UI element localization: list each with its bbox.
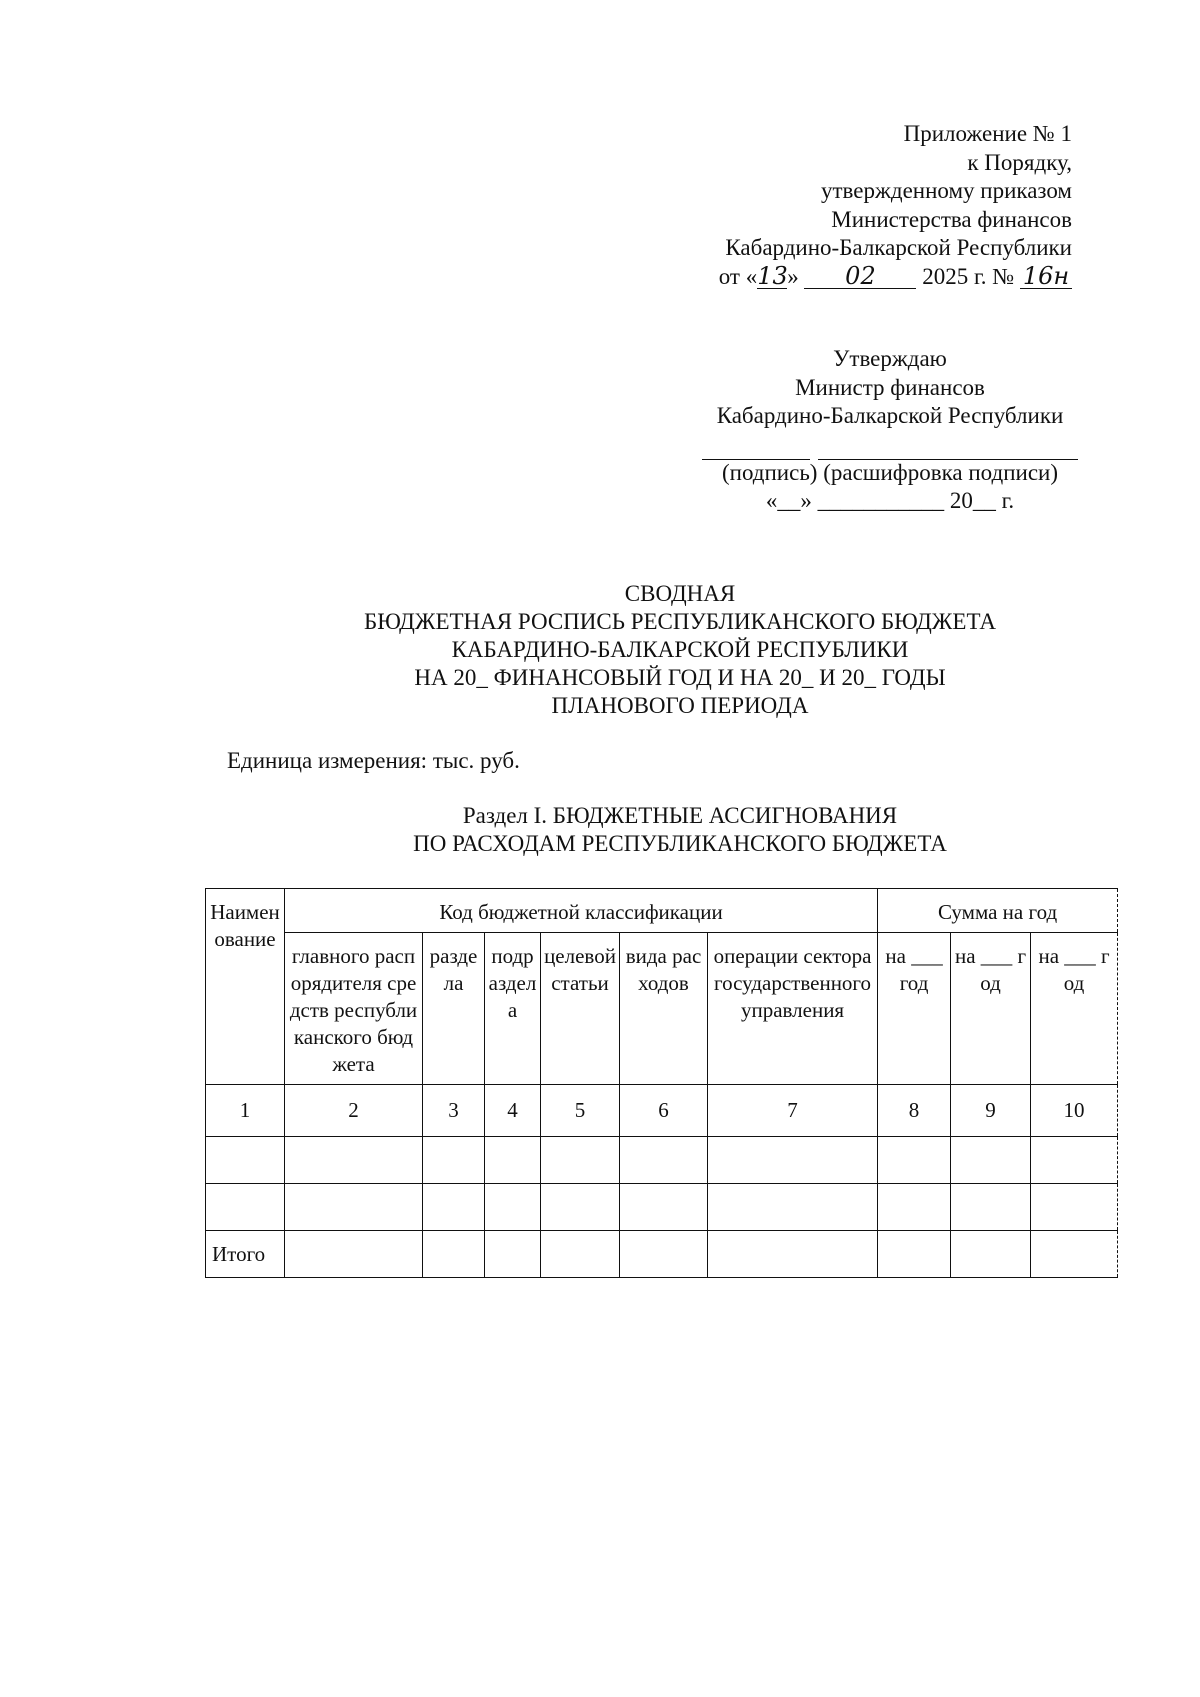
table-cell — [423, 1137, 485, 1184]
table-cell — [951, 1184, 1031, 1231]
table-cell — [708, 1137, 878, 1184]
date-prefix: от « — [718, 263, 758, 289]
column-number: 10 — [1031, 1085, 1118, 1137]
table-cell — [620, 1184, 708, 1231]
table-cell — [878, 1184, 951, 1231]
table-cell — [1031, 1184, 1118, 1231]
subheader-cell: главного распорядителя средств республиканского бюджета — [285, 933, 423, 1085]
subheader-cell: операции сектора государственного управления — [708, 933, 878, 1085]
table-header-row — [206, 889, 1118, 933]
approval-heading: Утверждаю — [833, 346, 947, 371]
total-label: Итого — [206, 1231, 285, 1278]
section-heading — [300, 802, 1060, 858]
approval-position: Министр финансов — [795, 374, 985, 400]
table-cell — [620, 1231, 708, 1278]
date-mid: » — [787, 263, 799, 289]
table-cell — [285, 1231, 423, 1278]
table-cell — [541, 1231, 620, 1278]
column-number: 7 — [708, 1085, 878, 1137]
header-code: Код бюджетной классификации — [285, 889, 878, 933]
budget-table — [205, 888, 1118, 1278]
document-title — [300, 580, 1060, 720]
table-cell — [951, 1137, 1031, 1184]
title-line: НА 20_ ФИНАНСОВЫЙ ГОД И НА 20_ И 20_ ГОДЫ — [414, 665, 946, 690]
table-cell — [620, 1137, 708, 1184]
table-cell — [423, 1231, 485, 1278]
table-cell — [206, 1137, 285, 1184]
column-number: 4 — [485, 1085, 541, 1137]
subheader-cell: раздела — [423, 933, 485, 1085]
table-row — [206, 1137, 1118, 1184]
table-cell — [1031, 1137, 1118, 1184]
table-cell — [878, 1231, 951, 1278]
table-subheader-row — [206, 933, 1118, 1085]
column-number: 5 — [541, 1085, 620, 1137]
table-cell — [285, 1137, 423, 1184]
order-number: 16н — [1020, 264, 1072, 289]
title-line: БЮДЖЕТНАЯ РОСПИСЬ РЕСПУБЛИКАНСКОГО БЮДЖЕТА — [364, 609, 996, 634]
table-cell — [541, 1184, 620, 1231]
table-cell — [285, 1184, 423, 1231]
subheader-cell: целевой статьи — [541, 933, 620, 1085]
title-line: ПЛАНОВОГО ПЕРИОДА — [551, 693, 809, 718]
table-cell — [1031, 1231, 1118, 1278]
table-cell — [485, 1231, 541, 1278]
date-day: 13 — [757, 261, 788, 290]
table-cell — [206, 1184, 285, 1231]
signature-blank — [702, 445, 810, 460]
signature-lines — [700, 445, 1080, 459]
column-number: 8 — [878, 1085, 951, 1137]
column-number: 6 — [620, 1085, 708, 1137]
date-month: 02 — [804, 264, 916, 289]
header-sum: Сумма на год — [878, 889, 1118, 933]
column-number: 9 — [951, 1085, 1031, 1137]
table-cell — [878, 1137, 951, 1184]
column-number: 2 — [285, 1085, 423, 1137]
table-cell — [485, 1184, 541, 1231]
section-line: ПО РАСХОДАМ РЕСПУБЛИКАНСКОГО БЮДЖЕТА — [413, 831, 947, 856]
title-line: КАБАРДИНО-БАЛКАРСКОЙ РЕСПУБЛИКИ — [451, 637, 909, 662]
appendix-line: Министерства финансов — [831, 206, 1072, 232]
table-cell — [951, 1231, 1031, 1278]
column-numbers-row — [206, 1085, 1118, 1137]
column-number: 3 — [423, 1085, 485, 1137]
signature-caption: (подпись) (расшифровка подписи) — [721, 459, 1058, 485]
date-year: 2025 г. № — [922, 263, 1015, 289]
unit-of-measure: Единица измерения: тыс. руб. — [227, 748, 520, 773]
section-line: Раздел I. БЮДЖЕТНЫЕ АССИГНОВАНИЯ — [462, 803, 898, 828]
approval-organization: Кабардино-Балкарской Республики — [716, 403, 1064, 428]
appendix-line: к Порядку, — [967, 149, 1072, 175]
subheader-cell: подраздела — [485, 933, 541, 1085]
table-row — [206, 1184, 1118, 1231]
table-cell — [708, 1231, 878, 1278]
header-name: Наименование — [206, 889, 285, 1085]
appendix-date-line — [719, 263, 1072, 292]
table-cell — [485, 1137, 541, 1184]
subheader-cell: на ___ год — [1031, 933, 1118, 1085]
total-row — [206, 1231, 1118, 1278]
subheader-cell: вида расходов — [620, 933, 708, 1085]
table-cell — [541, 1137, 620, 1184]
subheader-cell: на ___ год — [951, 933, 1031, 1085]
column-number: 1 — [206, 1085, 285, 1137]
approval-date: «__» ___________ 20__ г. — [765, 488, 1015, 513]
table-cell — [708, 1184, 878, 1231]
appendix-line: утвержденному приказом — [821, 178, 1072, 203]
approval-block — [700, 345, 1080, 516]
appendix-title: Приложение № 1 — [903, 121, 1072, 146]
signature-name-blank — [818, 445, 1078, 460]
appendix-line: Кабардино-Балкарской Республики — [725, 235, 1072, 260]
title-line: СВОДНАЯ — [624, 581, 736, 606]
subheader-cell: на ___ год — [878, 933, 951, 1085]
table-cell — [423, 1184, 485, 1231]
appendix-block — [719, 120, 1072, 291]
